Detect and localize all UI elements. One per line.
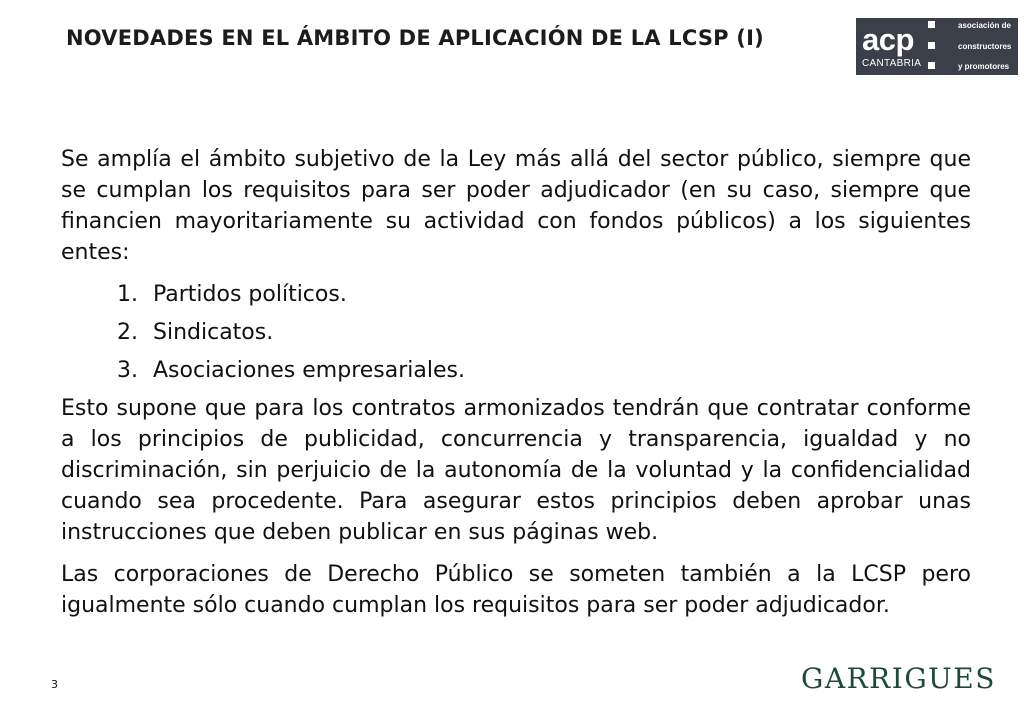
logo-region: CANTABRIA [862,58,922,69]
logo-square-icon [928,62,935,69]
list-item: 3. Asociaciones empresariales. [145,355,971,386]
intro-paragraph: Se amplía el ámbito subjetivo de la Ley más allá del sector público, siempre que se cumplan los requisitos para ser poder adjudicador (en su caso, siempre que financien mayoritariamente su actividad con fondos públicos) a los siguientes entes: [61,147,971,265]
page-title: NOVEDADES EN EL ÁMBITO DE APLICACIÓN DE LA LCSP (I) [66,26,764,50]
logo-square-icon [928,21,935,28]
logo-square-icon [928,42,935,49]
logo-line-1: asociación de [958,21,1011,30]
slide-body [61,144,971,632]
logo-line-3: y promotores [958,62,1010,71]
corporations-paragraph: Las corporaciones de Derecho Público se someten también a la LCSP pero igualmente sólo cuando cumplan los requisitos para ser poder adjudicador. [61,562,971,618]
page-number: 3 [51,678,58,691]
list-item: 2. Sindicatos. [145,317,971,348]
logo-line-2: constructores [958,42,1012,51]
principles-paragraph: Esto supone que para los contratos armonizados tendrán que contratar conforme a los principios de publicidad, concurrencia y transparencia, igualdad y no discriminación, sin perjuicio de la autonomía de la voluntad y la confidencialidad cuando sea procedente. Para asegurar estos principios deben aprobar unas instrucciones que deben publicar en sus páginas web. [61,396,971,545]
acp-cantabria-logo [856,18,1018,75]
garrigues-logo: GARRIGUES [801,662,996,695]
logo-acronym: acp [862,22,914,57]
list-item: 1. Partidos políticos. [145,279,971,310]
entities-list [61,279,971,386]
